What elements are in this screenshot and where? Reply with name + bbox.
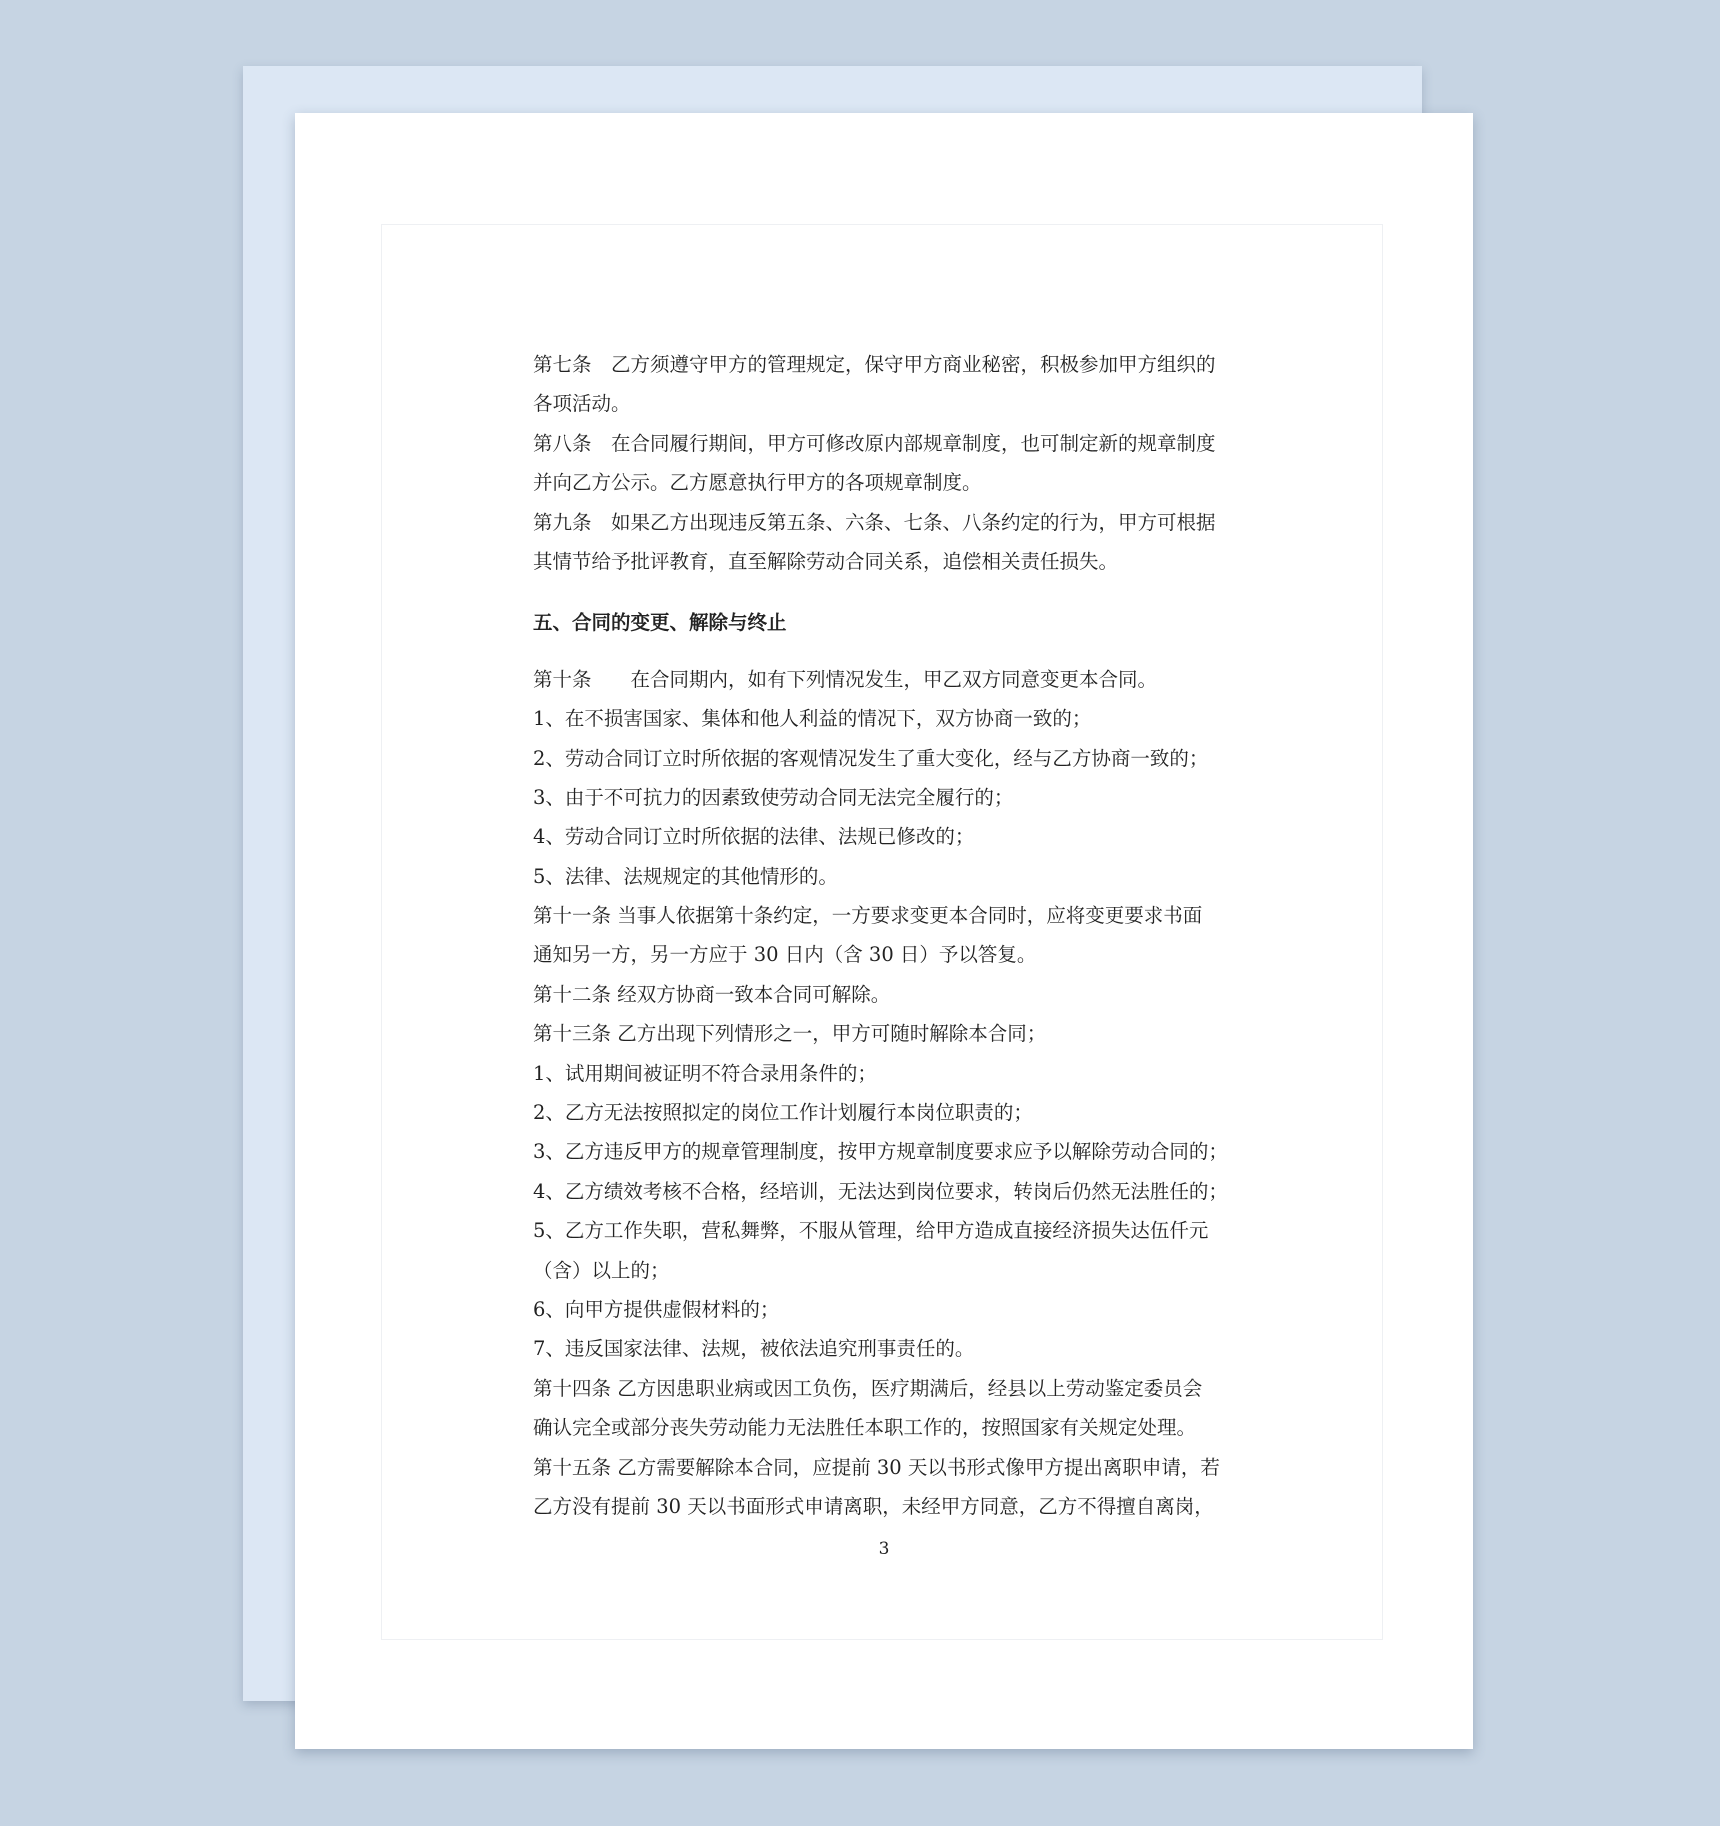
document-page	[295, 113, 1473, 1749]
text-line: 6、向甲方提供虚假材料的；	[533, 1297, 780, 1321]
section-heading: 五、合同的变更、解除与终止	[533, 611, 787, 635]
text-line: 第九条 如果乙方出现违反第五条、六条、七条、八条约定的行为，甲方可根据	[533, 510, 1216, 534]
text-line: 其情节给予批评教育，直至解除劳动合同关系，追偿相关责任损失。	[533, 549, 1119, 573]
text-line: 第十三条 乙方出现下列情形之一，甲方可随时解除本合同；	[533, 1022, 1047, 1046]
text-line: 第十一条 当事人依据第十条约定，一方要求变更本合同时，应将变更要求书面	[533, 904, 1203, 928]
text-line: 确认完全或部分丧失劳动能力无法胜任本职工作的，按照国家有关规定处理。	[533, 1416, 1197, 1440]
text-line: 1、试用期间被证明不符合录用条件的；	[533, 1061, 877, 1085]
text-line: 第八条 在合同履行期间，甲方可修改原内部规章制度，也可制定新的规章制度	[533, 431, 1216, 455]
text-line: 第七条 乙方须遵守甲方的管理规定，保守甲方商业秘密，积极参加甲方组织的	[533, 353, 1216, 376]
text-line: （含）以上的；	[533, 1258, 670, 1282]
page-number: 3	[878, 1539, 890, 1559]
clauses-before-heading	[533, 345, 1253, 581]
text-line: 第十五条 乙方需要解除本合同，应提前 30 天以书形式像甲方提出离职申请，若	[533, 1455, 1220, 1479]
text-line: 5、法律、法规规定的其他情形的。	[533, 864, 838, 888]
text-line: 3、乙方违反甲方的规章管理制度，按甲方规章制度要求应予以解除劳动合同的；	[533, 1140, 1228, 1164]
page-content	[533, 345, 1253, 1526]
clauses-after-heading	[533, 660, 1253, 1527]
text-line: 各项活动。	[533, 392, 631, 416]
text-line: 第十条 在合同期内，如有下列情况发生，甲乙双方同意变更本合同。	[533, 667, 1158, 691]
text-line: 2、乙方无法按照拟定的岗位工作计划履行本岗位职责的；	[533, 1101, 1033, 1125]
text-line: 2、劳动合同订立时所依据的客观情况发生了重大变化，经与乙方协商一致的；	[533, 746, 1209, 770]
text-line: 7、违反国家法律、法规，被依法追究刑事责任的。	[533, 1337, 975, 1361]
text-line: 第十二条 经双方协商一致本合同可解除。	[533, 982, 891, 1006]
text-line: 通知另一方，另一方应于 30 日内（含 30 日）予以答复。	[533, 943, 1037, 967]
text-line: 4、劳动合同订立时所依据的法律、法规已修改的；	[533, 825, 975, 849]
text-line: 乙方没有提前 30 天以书面形式申请离职，未经甲方同意，乙方不得擅自离岗，	[533, 1494, 1214, 1518]
text-line: 5、乙方工作失职，营私舞弊，不服从管理，给甲方造成直接经济损失达伍仟元	[533, 1219, 1209, 1243]
text-line: 1、在不损害国家、集体和他人利益的情况下，双方协商一致的；	[533, 707, 1092, 731]
text-line: 并向乙方公示。乙方愿意执行甲方的各项规章制度。	[533, 471, 982, 495]
text-line: 3、由于不可抗力的因素致使劳动合同无法完全履行的；	[533, 785, 1014, 809]
text-line: 4、乙方绩效考核不合格，经培训，无法达到岗位要求，转岗后仍然无法胜任的；	[533, 1179, 1228, 1203]
text-line: 第十四条 乙方因患职业病或因工负伤，医疗期满后，经县以上劳动鉴定委员会	[533, 1376, 1203, 1400]
